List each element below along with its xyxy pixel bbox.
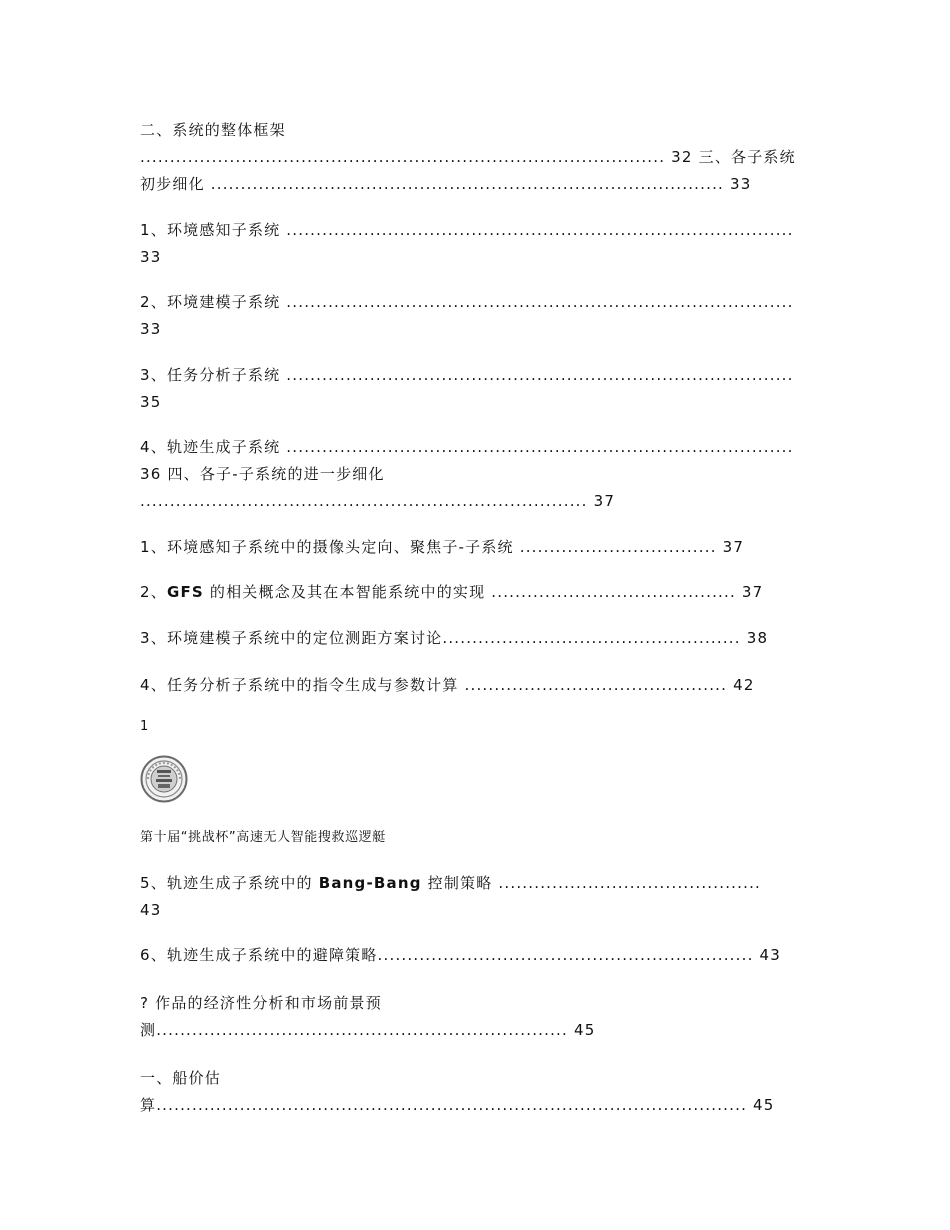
toc-line-2: ........................................................................................ 32 三、各子系统: [140, 148, 796, 166]
toc-line-16: 4、任务分析子系统中的指令生成与参数计算 ............................................ 42: [140, 676, 755, 694]
toc-line-14: [140, 582, 763, 602]
university-seal-icon: [140, 755, 188, 803]
toc-line-20: ? 作品的经济性分析和市场前景预: [140, 994, 382, 1012]
toc-line-15: 3、环境建模子系统中的定位测距方案讨论.................................................. 38: [140, 629, 769, 647]
toc-line-23: 算................................................................................................... 45: [140, 1096, 775, 1114]
toc-line-14-prefix: 2、: [140, 583, 167, 601]
toc-line-22: 一、船价估: [140, 1069, 222, 1087]
toc-line-11: 36 四、各子-子系统的进一步细化: [140, 465, 385, 483]
toc-line-9: 35: [140, 393, 162, 411]
toc-line-12: ........................................................................... 37: [140, 492, 616, 510]
toc-line-17-prefix: 5、轨迹生成子系统中的: [140, 874, 319, 892]
toc-line-1: 二、系统的整体框架: [140, 121, 286, 139]
toc-line-7: 33: [140, 320, 162, 338]
toc-line-8: 3、任务分析子系统 .....................................................................................: [140, 366, 794, 384]
toc-line-5: 33: [140, 248, 162, 266]
toc-line-17-bold: Bang-Bang: [318, 874, 422, 892]
toc-line-19: 6、轨迹生成子系统中的避障策略............................................................... 43: [140, 946, 781, 964]
toc-line-10: 4、轨迹生成子系统 .....................................................................................: [140, 438, 794, 456]
toc-line-17: [140, 873, 761, 893]
toc-line-4: 1、环境感知子系统 .....................................................................................: [140, 221, 794, 239]
header-title: 第十届“挑战杯”高速无人智能搜救巡逻艇: [140, 830, 386, 845]
toc-line-14-suffix: 的相关概念及其在本智能系统中的实现 ......................................... 37: [203, 583, 764, 601]
toc-line-3: 初步细化 ...................................................................................... 33: [140, 175, 752, 193]
toc-line-6: 2、环境建模子系统 .....................................................................................: [140, 293, 794, 311]
toc-line-14-bold: GFS: [166, 583, 204, 601]
toc-line-21: 测..................................................................... 45: [140, 1021, 596, 1039]
toc-line-17-suffix: 控制策略 ............................................: [421, 874, 762, 892]
page-number: 1: [140, 719, 150, 734]
toc-line-18: 43: [140, 901, 162, 919]
toc-line-13: 1、环境感知子系统中的摄像头定向、聚焦子-子系统 ................................. 37: [140, 538, 745, 556]
